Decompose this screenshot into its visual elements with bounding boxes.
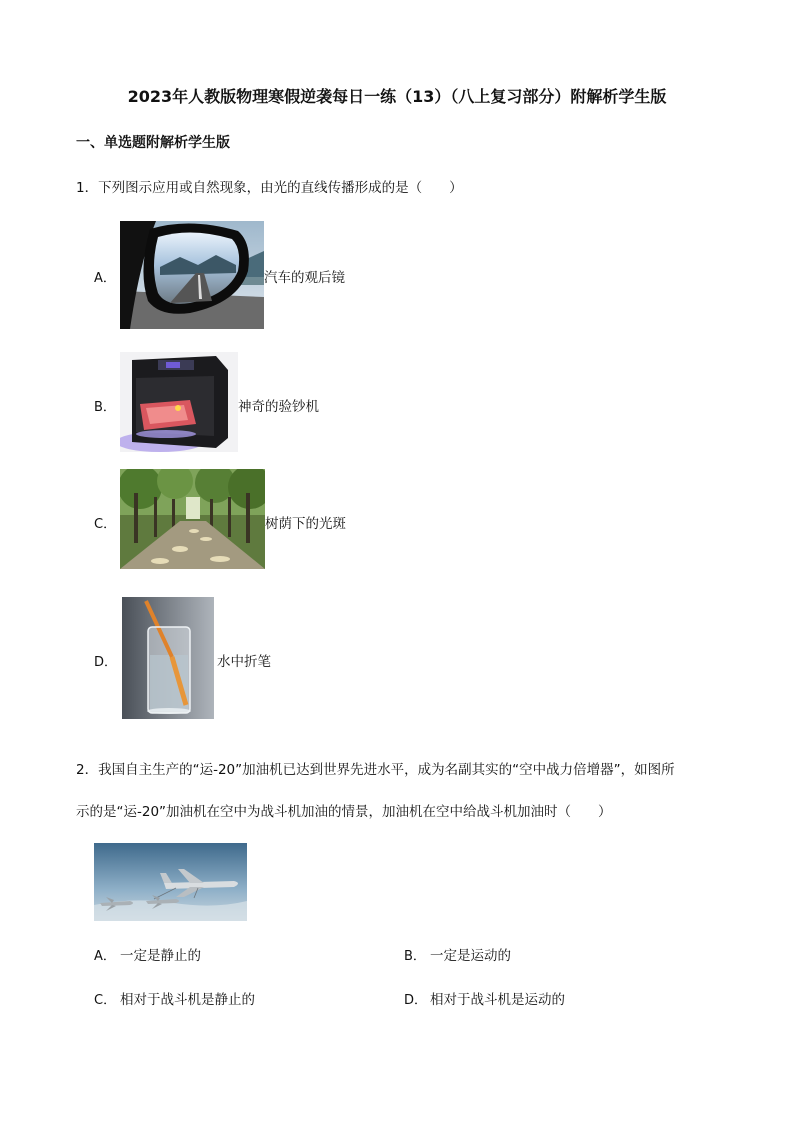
page-title: 2023年人教版物理寒假逆袭每日一练（13）（八上复习部分）附解析学生版 xyxy=(127,87,667,106)
q2-option-c-letter: C． xyxy=(94,993,117,1008)
pencil-in-water-image xyxy=(122,597,214,719)
q1-option-c-letter: C． xyxy=(94,517,117,532)
q2-option-d-text: 相对于战斗机是运动的 xyxy=(430,992,565,1008)
q2-option-b-text: 一定是运动的 xyxy=(430,948,511,964)
section-heading: 一、单选题附解析学生版 xyxy=(76,135,230,151)
q2-option-b-letter: B． xyxy=(404,949,426,964)
question-2-stem-line-1: 2．我国自主生产的“运-20”加油机已达到世界先进水平，成为名副其实的“空中战力倍增器”，如图所 xyxy=(76,762,675,778)
question-2-stem-line-2: 示的是“运-20”加油机在空中为战斗机加油的情景，加油机在空中给战斗机加油时（ ） xyxy=(76,804,612,820)
q1-option-d-letter: D． xyxy=(94,655,118,670)
q1-option-a-letter: A． xyxy=(94,271,116,286)
rearview-mirror-image xyxy=(120,221,264,329)
q1-option-a-text: 汽车的观后镜 xyxy=(264,270,345,286)
q1-option-c-text: 树荫下的光斑 xyxy=(265,516,346,532)
tree-shade-light-spots-image xyxy=(120,469,265,569)
q2-option-a-letter: A． xyxy=(94,949,116,964)
question-1-stem: 1．下列图示应用或自然现象，由光的直线传播形成的是（ ） xyxy=(76,180,463,196)
currency-detector-image xyxy=(120,352,238,452)
q2-option-a-text: 一定是静止的 xyxy=(120,948,201,964)
q2-option-d-letter: D． xyxy=(404,993,428,1008)
q1-option-d-text: 水中折笔 xyxy=(217,654,271,670)
q2-option-c-text: 相对于战斗机是静止的 xyxy=(120,992,255,1008)
q1-option-b-letter: B． xyxy=(94,400,116,415)
q1-option-b-text: 神奇的验钞机 xyxy=(238,399,319,415)
aerial-refueling-image xyxy=(94,843,247,921)
